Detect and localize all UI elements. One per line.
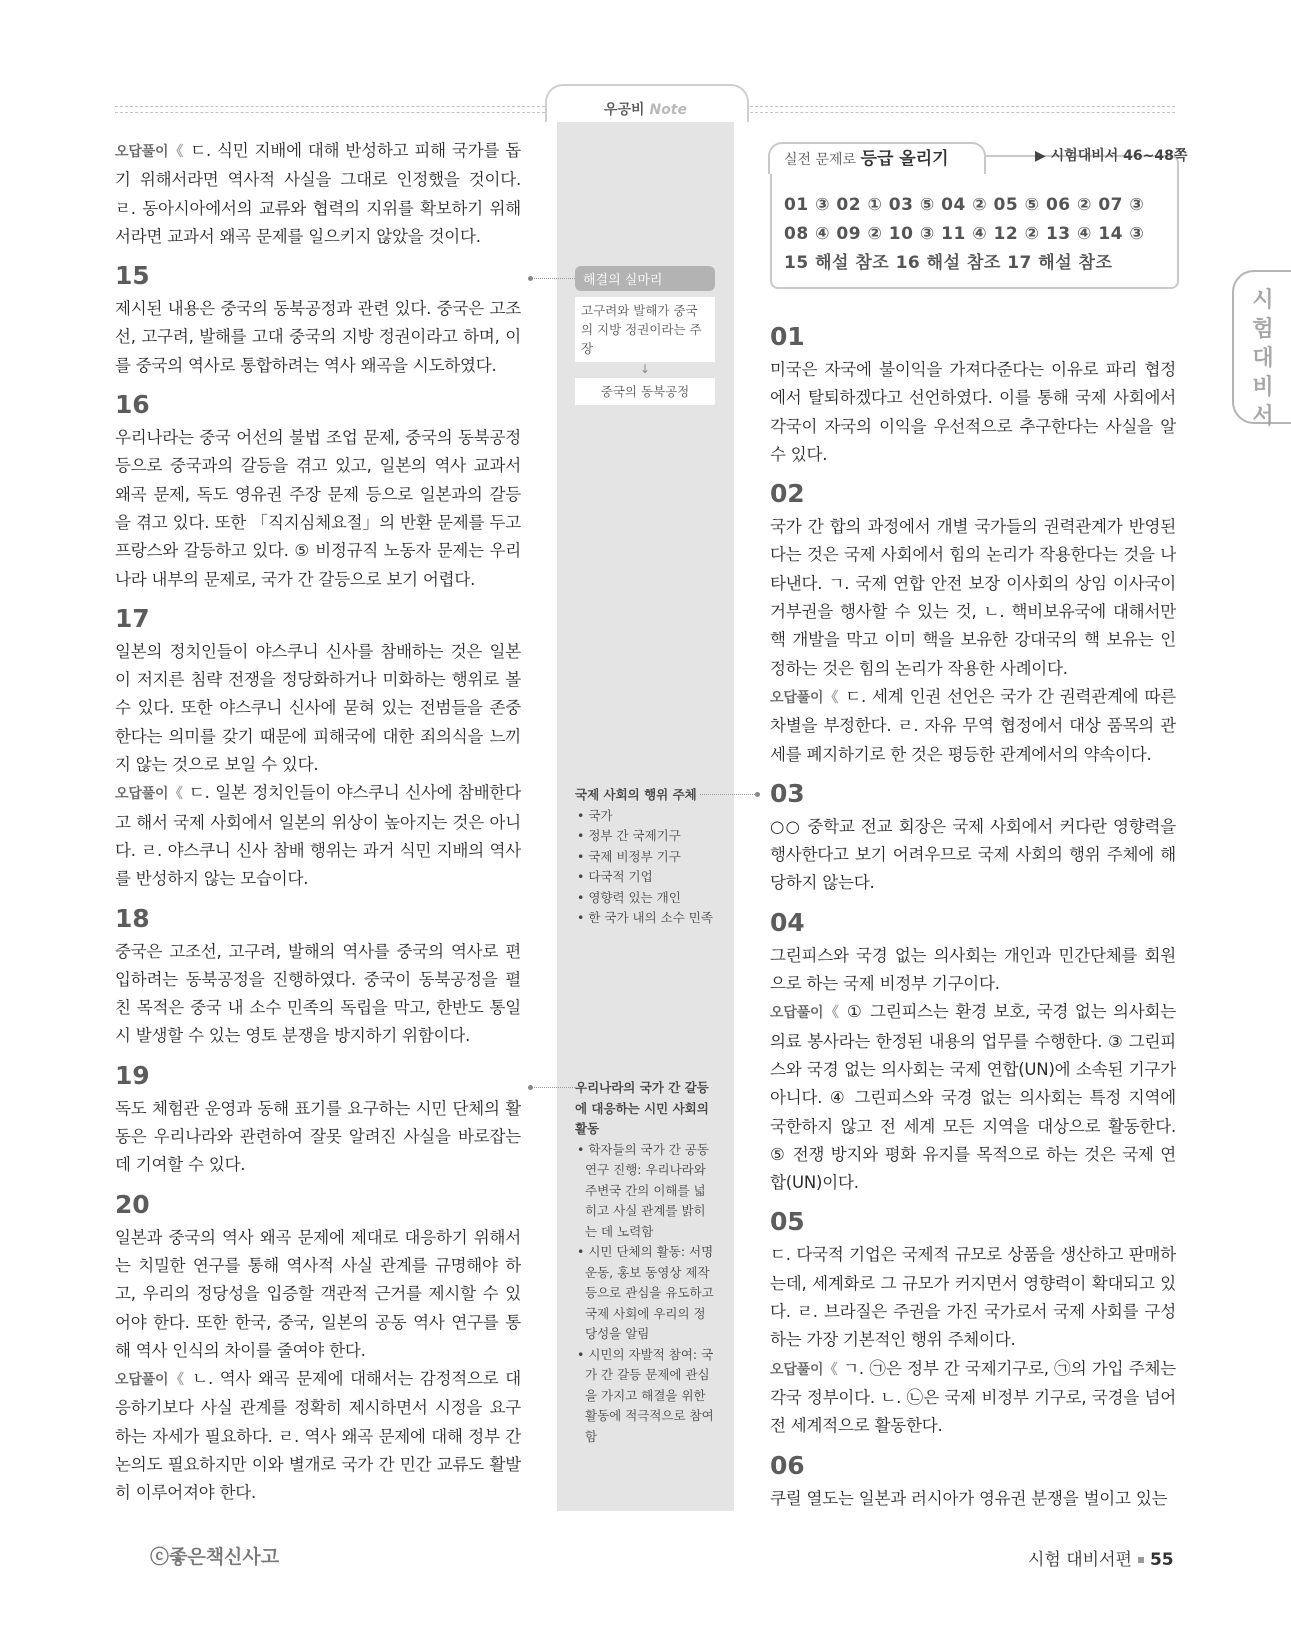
left-column <box>115 137 521 1508</box>
header-rule-right <box>745 106 1175 113</box>
question-number: 19 <box>115 1060 150 1090</box>
list-item: • 국제 비정부 기구 <box>577 848 681 864</box>
list-item: • 정부 간 국제기구 <box>577 828 681 843</box>
answer-text: 쿠릴 열도는 일본과 러시아가 영유권 분쟁을 벌이고 있는 <box>770 1488 1168 1508</box>
list-item: • 학자들의 국가 간 공동 연구 진행: 우리나라와 주변국 간의 이해를 넓히고 사실 관계를 밝히는 데 노력함 <box>577 1141 709 1239</box>
page-footer <box>1028 1545 1174 1570</box>
clue-head: 해결의 실마리 <box>575 266 715 291</box>
list-item: • 국가 <box>577 807 613 823</box>
question-number: 05 <box>770 1207 805 1237</box>
leader-dot <box>528 276 533 281</box>
question-number: 16 <box>115 390 150 420</box>
answer-text: ㄷ. 다국적 기업은 국제적 규모로 상품을 생산하고 판매하는데, 세계화로 그 규모가 커지면서 영향력이 확대되고 있다. ㄹ. 브라질은 주권을 가진 국가로서 국제 사회를 구성하는 가장 기본적인 행위 주체이다. <box>770 1245 1176 1350</box>
answer-text: 국가 간 합의 과정에서 개별 국가들의 권력관계가 반영된다는 것은 국제 사회에서 힘의 논리가 작용한다는 것을 나타낸다. ㄱ. 국제 연합 안전 보장 이사회의 상임 이사국이 거부권을 행사할 수 있는 것, ㄴ. 핵비보유국에 대해서만 핵 개발을 막고 이미 핵을 보유한 강대국의 핵 보유는 인정하는 것은 힘의 논리가 작용한 사례이다. <box>770 517 1176 678</box>
odap-label: 오답풀이《 <box>115 1372 186 1389</box>
question-number: 04 <box>770 907 805 937</box>
question-number: 03 <box>770 778 805 808</box>
clue-box2: 중국의 동북공정 <box>575 378 715 405</box>
leader-line <box>530 278 575 279</box>
odap-label: 오답풀이《 <box>115 144 185 160</box>
answer-text: 미국은 자국에 불이익을 가져다준다는 이유로 파리 협정에서 탈퇴하겠다고 선언하였다. 이를 통해 국제 사회에서 각국이 자국의 이익을 우선적으로 추구한다는 사실을 알 수 있다. <box>770 360 1176 464</box>
actors-head: 국제 사회의 행위 주체 <box>575 787 697 802</box>
note-title-b: Note <box>649 102 687 118</box>
page-number: 55 <box>1149 1550 1174 1570</box>
right-column <box>770 312 1176 1513</box>
answer-text: 일본과 중국의 역사 왜곡 문제에 제대로 대응하기 위해서는 치밀한 연구를 통해 역사적 사실 관계를 규명해야 하고, 우리의 정당성을 입증할 객관적 근거를 제시할 수 있어야 한다. 또한 한국, 중국, 일본의 공동 역사 연구를 통해 역사 인식의 차이를 줄여야 한다. <box>115 1227 521 1360</box>
list-item: • 영향력 있는 개인 <box>577 889 681 905</box>
odap-label: 오답풀이《 <box>770 689 840 706</box>
answer-text: 독도 체험관 운영과 동해 표기를 요구하는 시민 단체의 활동은 우리나라와 관련하여 잘못 알려진 사실을 바로잡는 데 기여할 수 있다. <box>115 1098 521 1175</box>
answer-text: 중국은 고조선, 고구려, 발해의 역사를 중국의 역사로 편입하려는 동북공정을 진행하였다. 중국이 동북공정을 펼친 목적은 중국 내 소수 민족의 독립을 막고, 한반도 통일 시 발생할 수 있는 영토 분쟁을 방지하기 위함이다. <box>115 941 521 1046</box>
answer-text: 제시된 내용은 중국의 동북공정과 관련 있다. 중국은 고조선, 고구려, 발해를 고대 중국의 지방 정권이라고 하며, 이를 중국의 역사로 통합하려는 역사 왜곡을 시도하였다. <box>115 299 521 375</box>
list-item: • 시민 단체의 활동: 서명 운동, 홍보 동영상 제작 등으로 관심을 유도하고 국제 사회에 우리의 정당성을 알림 <box>577 1244 714 1341</box>
answer-text: ○○ 중학교 전교 회장은 국제 사회에서 커다란 영향력을 행사한다고 보기 어려우므로 국제 사회의 행위 주체에 해당하지 않는다. <box>770 816 1176 893</box>
clue-box1: 고구려와 발해가 중국의 지방 정권이라는 주장 <box>575 297 715 362</box>
answer-box-tab <box>768 142 986 174</box>
odap-text: 오답풀이《 ① 그린피스는 환경 보호, 국경 없는 의사회는 의료 봉사라는 한정된 내용의 업무를 수행한다. ③ 그린피스와 국경 없는 의사회는 국제 연합(UN)에 소속된 기구가 아니다. ④ 그린피스와 국경 없는 의사회는 특정 지역에 국한하지 않고 전 세계 모든 지역을 대상으로 활동한다. ⑤ 전쟁 방지와 평화 유지를 목적으로 하는 것은 국제 연합(UN)이다. <box>770 1002 1176 1193</box>
leader-line <box>700 794 757 795</box>
clue-note <box>575 266 715 405</box>
odap-text: 오답풀이《 ㄷ. 일본 정치인들이 야스쿠니 신사에 참배한다고 해서 국제 사회에서 일본의 위상이 높아지는 것은 아니다. ㄹ. 야스쿠니 신사 참배 행위는 과거 식민 지배의 역사를 반성하지 않는 모습이다. <box>115 783 521 889</box>
note-title-a: 우공비 <box>604 102 645 118</box>
answer-tab-small: 실전 문제로 <box>784 152 861 168</box>
footer-section: 시험 대비서편 <box>1028 1550 1132 1570</box>
publisher-logo: ⓒ좋은책신사고 <box>150 1546 280 1568</box>
odap-text: 오답풀이《 ㄴ. 역사 왜곡 문제에 대해서는 감정적으로 대응하기보다 사실 관계를 정확히 제시하면서 시정을 요구하는 자세가 필요하다. ㄹ. 역사 왜곡 문제에 대해 정부 간 논의도 필요하지만 이와 별개로 국가 간 민간 교류도 활발히 이루어져야 한다. <box>115 1369 521 1503</box>
odap-text: 오답풀이《 ㄱ. ㉠은 정부 간 국제기구로, ㉠의 가입 주체는 각국 정부이다. ㄴ. ㉡은 국제 비정부 기구로, 국경을 넘어 전 세계적으로 활동한다. <box>770 1358 1177 1436</box>
civic-note <box>575 1078 715 1447</box>
question-number: 01 <box>770 322 805 351</box>
answer-row: 01 ③ 02 ① 03 ⑤ 04 ② 05 ⑤ 06 ② 07 ③ <box>784 195 1145 215</box>
question-number: 18 <box>115 903 150 933</box>
list-item: • 한 국가 내의 소수 민족 <box>577 910 713 925</box>
answer-text: 우리나라는 중국 어선의 불법 조업 문제, 중국의 동북공정 등으로 중국과의 갈등을 겪고 있고, 일본의 역사 교과서 왜곡 문제, 독도 영유권 주장 문제 등으로 일본과의 갈등을 겪고 있다. 또한 「직지심체요절」의 반환 문제를 두고 프랑스와 갈등하고 있다. ⑤ 비정규직 노동자 문제는 우리나라 내부의 문제로, 국가 간 갈등으로 보기 어렵다. <box>115 428 521 589</box>
answer-text: 그린피스와 국경 없는 의사회는 개인과 민간단체를 회원으로 하는 국제 비정부 기구이다. <box>770 945 1176 994</box>
header-rule-left <box>115 106 545 113</box>
down-arrow-icon: ↓ <box>639 362 651 376</box>
section-side-tab-label: 시험대비서 <box>1252 288 1274 429</box>
odap-text: 오답풀이《 ㄷ. 세계 인권 선언은 국가 간 권력관계에 따른 차별을 부정한다. ㄹ. 자유 무역 협정에서 대상 품목의 관세를 폐지하기로 한 것은 평등한 관계에서의 약속이다. <box>770 686 1176 764</box>
civic-head: 우리나라의 국가 간 갈등에 대응하는 시민 사회의 활동 <box>575 1080 709 1136</box>
list-item: • 시민의 자발적 참여: 국가 간 갈등 문제에 관심을 가지고 해결을 위한 활동에 적극적으로 참여함 <box>577 1346 714 1444</box>
answer-key <box>784 191 1169 278</box>
footer-separator <box>1138 1557 1144 1563</box>
page-reference: ▶ 시험대비서 46~48쪽 <box>1035 148 1188 164</box>
leader-line <box>530 1087 575 1088</box>
odap-label: 오답풀이《 <box>115 786 184 803</box>
answer-text: 일본의 정치인들이 야스쿠니 신사를 참배하는 것은 일본이 저지른 침략 전쟁을 정당화하거나 미화하는 행위로 볼 수 있다. 또한 야스쿠니 신사에 묻혀 있는 전범들을 존중한다는 의미를 갖기 때문에 피해국에 대한 죄의식을 느끼지 않는 것으로 보일 수 있다. <box>115 641 521 775</box>
question-number: 20 <box>115 1189 150 1219</box>
list-item: • 다국적 기업 <box>577 869 653 884</box>
note-title <box>557 96 734 124</box>
question-number: 06 <box>770 1450 805 1480</box>
intro-odap: 오답풀이《 ㄷ. 식민 지배에 대해 반성하고 피해 국가를 돕기 위해서라면 역사적 사실을 그대로 인정했을 것이다. ㄹ. 동아시아에서의 교류와 협력의 지위를 확보하기 위해서라면 교과서 왜곡 문제를 일으키지 않았을 것이다. <box>115 141 521 246</box>
answer-row: 15 해설 참조 16 해설 참조 17 해설 참조 <box>784 253 1113 273</box>
odap-label: 오답풀이《 <box>770 1005 841 1022</box>
actors-note <box>575 785 715 929</box>
leader-dot <box>528 1085 533 1090</box>
answer-tab-bold: 등급 올리기 <box>860 149 949 169</box>
answer-row: 08 ④ 09 ② 10 ③ 11 ④ 12 ② 13 ④ 14 ③ <box>784 224 1145 244</box>
question-number: 02 <box>770 479 805 509</box>
question-number: 15 <box>115 261 150 291</box>
leader-dot <box>755 792 760 797</box>
odap-label: 오답풀이《 <box>770 1361 838 1378</box>
question-number: 17 <box>115 603 150 633</box>
